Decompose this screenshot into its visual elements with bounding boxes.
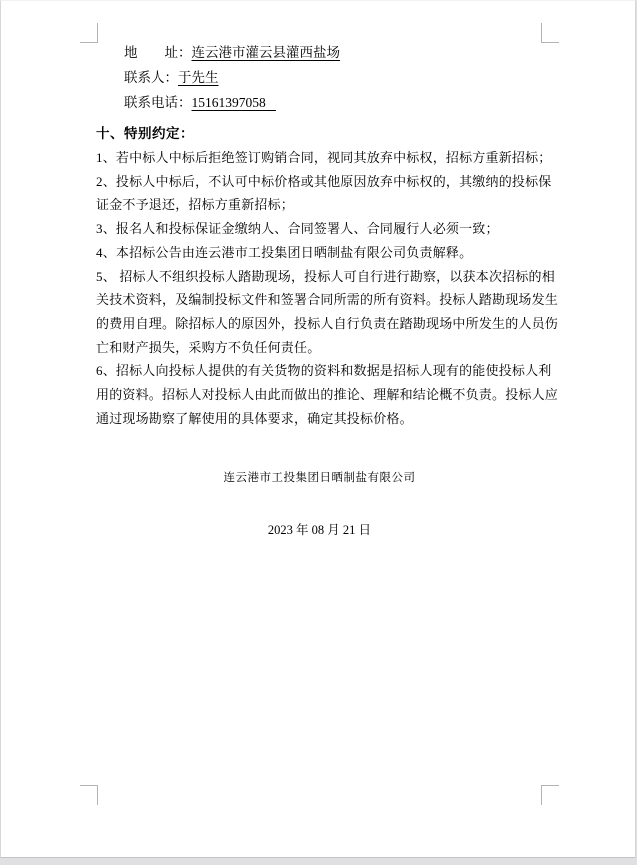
margin-mark-bottom-right <box>541 785 559 805</box>
margin-mark-top-left <box>80 23 98 43</box>
clause-line: 3、报名人和投标保证金缴纳人、合同签署人、合同履行人必须一致； <box>96 221 499 237</box>
clause-line: 2、投标人中标后，不认可中标价格或其他原因放弃中标权的，其缴纳的投标保 <box>96 173 552 189</box>
margin-mark-top-right <box>541 23 559 43</box>
address-value: 连云港市灌云县灌西盐场 <box>191 45 340 60</box>
clause-line: 4、本招标公告由连云港市工投集团日晒制盐有限公司负责解释。 <box>96 244 473 260</box>
clause-line: 用的资料。招标人对投标人由此而做出的推论、理解和结论概不负责。投标人应 <box>96 387 559 403</box>
signature-company-line: 连云港市工投集团日晒制盐有限公司 <box>223 472 416 484</box>
clause-line: 的费用自理。除招标人的原因外，投标人自行负责在踏勘现场中所发生的人员伤 <box>96 315 559 331</box>
contact-block <box>124 40 340 115</box>
margin-mark-bottom-left <box>80 785 98 805</box>
special-terms-clauses <box>96 146 559 430</box>
clause-line: 1、若中标人中标后拒绝签订购销合同，视同其放弃中标权，招标方重新招标； <box>96 150 552 165</box>
contact-person-value: 于先生 <box>178 70 219 85</box>
contact-row-person <box>124 65 340 90</box>
phone-value: 15161397058 <box>191 95 276 110</box>
clause-line: 6、招标人向投标人提供的有关货物的资料和数据是招标人现有的能使投标人利 <box>96 363 552 379</box>
clause-line: 通过现场勘察了解使用的具体要求，确定其投标价格。 <box>96 410 413 426</box>
contact-row-phone <box>124 90 340 115</box>
clause-line: 亡和财产损失，采购方不负任何责任。 <box>96 339 321 355</box>
clause-line: 证金不予退还，招标方重新招标； <box>96 197 295 213</box>
address-label: 地 址： <box>124 45 192 60</box>
contact-row-address <box>124 40 340 65</box>
section-heading-special-terms: 十、特别约定： <box>96 126 194 141</box>
clause-line: 关技术资料，及编制投标文件和签署合同所需的所有资料。投标人踏勘现场发生 <box>96 292 559 308</box>
phone-label: 联系电话： <box>124 95 192 110</box>
contact-person-label: 联系人： <box>124 70 178 85</box>
signature-date-line: 2023 年 08 月 21 日 <box>267 523 372 537</box>
clause-line: 5、 招标人不组织投标人踏勘现场，投标人可自行进行勘察，以获本次招标的相 <box>96 268 555 284</box>
